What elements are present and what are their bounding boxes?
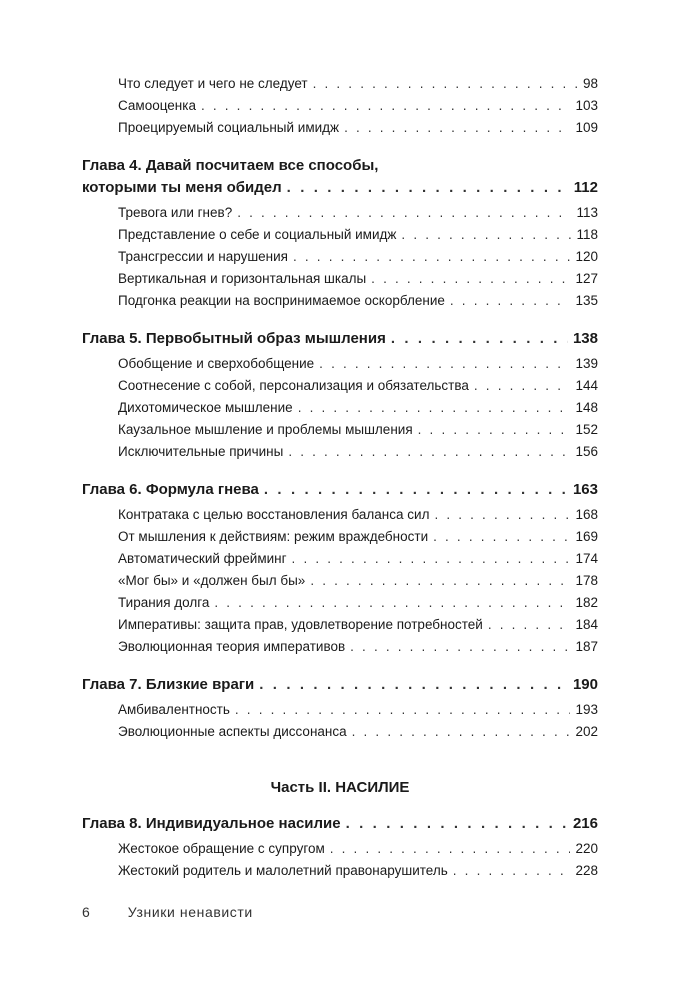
toc-entry-title: Жестокое обращение с супругом <box>118 841 325 856</box>
toc-entry-title: Эволюционные аспекты диссонанса <box>118 724 347 739</box>
toc-entry-page: 187 <box>575 639 598 654</box>
toc-entry-title: От мышления к действиям: режим враждебности <box>118 529 429 544</box>
toc-entry <box>82 73 598 95</box>
chapter-title: Глава 5. Первобытный образ мышления <box>82 330 386 347</box>
toc-entry <box>82 95 598 117</box>
chapter-heading <box>82 674 598 696</box>
toc-entry-title: Соотнесение с собой, персонализация и обязательства <box>118 378 469 393</box>
toc-entry <box>82 246 598 268</box>
leader-dots <box>313 73 578 95</box>
toc-entry <box>82 699 598 721</box>
toc-entry-title: Контратака с целью восстановления баланса сил <box>118 507 430 522</box>
chapter-heading <box>82 813 598 835</box>
chapter-page: 112 <box>573 179 598 196</box>
toc-entry <box>82 117 598 139</box>
toc-entry-page: 168 <box>575 507 598 522</box>
toc-entry-page: 118 <box>576 227 598 242</box>
toc-entry <box>82 526 598 548</box>
toc-entry-page: 139 <box>575 356 598 371</box>
toc-entry-page: 182 <box>575 595 598 610</box>
toc-entry <box>82 592 598 614</box>
toc-entry-page: 184 <box>575 617 598 632</box>
toc-entry-page: 174 <box>575 551 598 566</box>
leader-dots <box>350 636 570 658</box>
leader-dots <box>453 860 571 882</box>
part-heading: Часть II. НАСИЛИЕ <box>270 779 410 796</box>
toc-entry <box>82 441 598 463</box>
leader-dots <box>434 504 570 526</box>
toc-entry-page: 202 <box>575 724 598 739</box>
toc-entry-page: 220 <box>575 841 598 856</box>
toc-entry-page: 156 <box>575 444 598 459</box>
page-footer <box>82 904 253 920</box>
leader-dots <box>293 246 570 268</box>
toc-entry <box>82 548 598 570</box>
chapter-page: 138 <box>572 330 598 347</box>
leader-dots <box>292 548 571 570</box>
toc-entry <box>82 721 598 743</box>
page-number: 6 <box>82 904 90 920</box>
toc-entry-page: 109 <box>575 120 598 135</box>
toc-entry-page: 103 <box>575 98 598 113</box>
chapter-page: 163 <box>572 481 598 498</box>
leader-dots <box>330 838 571 860</box>
toc-entry <box>82 504 598 526</box>
toc-entry-title: Вертикальная и горизонтальная шкалы <box>118 271 367 286</box>
leader-dots <box>298 397 571 419</box>
chapter-heading <box>82 155 598 199</box>
chapter-title: Глава 6. Формула гнева <box>82 481 259 498</box>
toc-entry-page: 178 <box>575 573 598 588</box>
table-of-contents <box>82 73 598 882</box>
chapter-title: Глава 7. Близкие враги <box>82 676 255 693</box>
chapter-page: 216 <box>572 815 598 832</box>
leader-dots <box>319 353 570 375</box>
chapter-heading <box>82 479 598 501</box>
toc-entry-title: Каузальное мышление и проблемы мышления <box>118 422 413 437</box>
leader-dots <box>201 95 571 117</box>
toc-entry <box>82 268 598 290</box>
leader-dots <box>344 117 570 139</box>
toc-entry-page: 169 <box>575 529 598 544</box>
toc-entry-page: 148 <box>575 400 598 415</box>
toc-entry-page: 228 <box>575 863 598 878</box>
leader-dots <box>391 328 568 350</box>
toc-entry-title: Проецируемый социальный имидж <box>118 120 340 135</box>
toc-entry-page: 193 <box>575 702 598 717</box>
toc-entry <box>82 570 598 592</box>
running-title: Узники ненависти <box>127 904 253 920</box>
toc-entry-page: 98 <box>582 76 598 91</box>
toc-entry-page: 120 <box>575 249 598 264</box>
leader-dots <box>352 721 571 743</box>
leader-dots <box>450 290 571 312</box>
toc-entry <box>82 202 598 224</box>
toc-entry-title: «Мог бы» и «должен был бы» <box>118 573 306 588</box>
toc-entry-title: Тирания долга <box>118 595 210 610</box>
leader-dots <box>474 375 571 397</box>
toc-entry-title: Дихотомическое мышление <box>118 400 293 415</box>
leader-dots <box>214 592 570 614</box>
toc-entry-title: Автоматический фрейминг <box>118 551 287 566</box>
toc-entry-title: Императивы: защита прав, удовлетворение потребностей <box>118 617 483 632</box>
chapter-title-line2: которыми ты меня обидел <box>82 179 282 196</box>
toc-entry-title: Самооценка <box>118 98 196 113</box>
toc-entry-title: Что следует и чего не следует <box>118 76 308 91</box>
toc-entry <box>82 614 598 636</box>
leader-dots <box>401 224 571 246</box>
toc-entry <box>82 860 598 882</box>
toc-entry-title: Эволюционная теория императивов <box>118 639 346 654</box>
chapter-title: Глава 8. Индивидуальное насилие <box>82 815 341 832</box>
toc-entry-page: 152 <box>575 422 598 437</box>
toc-entry-title: Жестокий родитель и малолетний правонарушитель <box>118 863 448 878</box>
leader-dots <box>310 570 570 592</box>
leader-dots <box>288 441 570 463</box>
toc-entry-title: Тревога или гнев? <box>118 205 233 220</box>
toc-entry-title: Исключительные причины <box>118 444 284 459</box>
toc-entry <box>82 838 598 860</box>
chapter-page: 190 <box>572 676 598 693</box>
toc-entry-title: Трансгрессии и нарушения <box>118 249 288 264</box>
leader-dots <box>259 674 568 696</box>
toc-entry-title: Амбивалентность <box>118 702 230 717</box>
leader-dots <box>237 202 571 224</box>
leader-dots <box>346 813 568 835</box>
toc-entry-title: Подгонка реакции на воспринимаемое оскорбление <box>118 293 445 308</box>
toc-entry-page: 135 <box>575 293 598 308</box>
leader-dots <box>287 177 569 199</box>
toc-entry <box>82 397 598 419</box>
toc-entry <box>82 636 598 658</box>
toc-entry-title: Представление о себе и социальный имидж <box>118 227 397 242</box>
leader-dots <box>418 419 571 441</box>
toc-entry <box>82 290 598 312</box>
toc-entry-page: 144 <box>575 378 598 393</box>
chapter-title-line1: Глава 4. Давай посчитаем все способы, <box>82 157 379 174</box>
toc-entry <box>82 353 598 375</box>
leader-dots <box>371 268 570 290</box>
leader-dots <box>264 479 568 501</box>
leader-dots <box>488 614 571 636</box>
toc-entry-page: 113 <box>576 205 598 220</box>
toc-entry <box>82 224 598 246</box>
chapter-heading <box>82 328 598 350</box>
leader-dots <box>433 526 570 548</box>
toc-entry <box>82 419 598 441</box>
toc-entry-title: Обобщение и сверхобобщение <box>118 356 315 371</box>
toc-entry <box>82 375 598 397</box>
leader-dots <box>235 699 571 721</box>
toc-entry-page: 127 <box>575 271 598 286</box>
